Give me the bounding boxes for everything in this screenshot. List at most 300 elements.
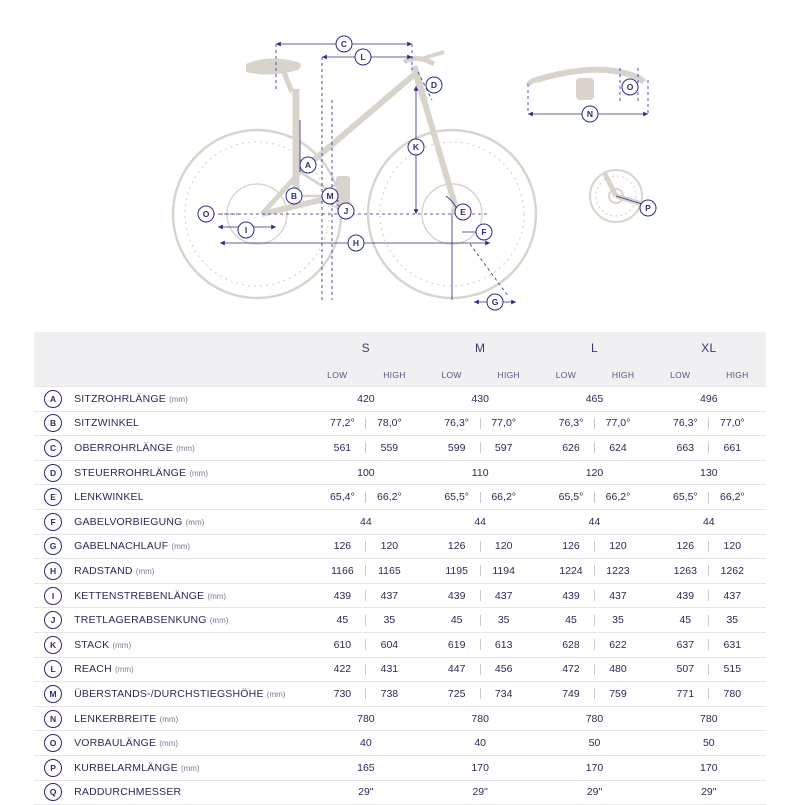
value-low: 472: [562, 663, 580, 676]
row-value-cell: [537, 460, 651, 485]
value-high: 1223: [606, 564, 630, 577]
subheader-xl-high: HIGH: [726, 370, 749, 380]
row-value-cell: [423, 731, 537, 756]
row-label-cell: [72, 632, 309, 657]
value-single: 29": [358, 786, 374, 799]
row-label-cell: [72, 387, 309, 412]
row-value-cell: [309, 657, 423, 682]
value-high: 1165: [378, 564, 401, 577]
row-value-cell: [537, 632, 651, 657]
row-value-cell: [309, 583, 423, 608]
value-single: 170: [585, 761, 604, 774]
value-low: 76,3°: [672, 417, 698, 430]
row-value-cell: [309, 534, 423, 559]
value-high: 66,2°: [377, 491, 402, 504]
row-value-cell: [652, 387, 766, 412]
value-single: 44: [360, 515, 372, 528]
row-value-cell: [537, 657, 651, 682]
value-single: 170: [471, 761, 489, 774]
row-value-cell: [423, 755, 537, 780]
value-low: 422: [333, 663, 352, 676]
row-label-unit: (mm): [189, 468, 208, 478]
row-value-cell: [652, 509, 766, 534]
row-label-unit: (mm): [209, 616, 229, 626]
table-row: [34, 460, 766, 485]
value-high: 77,0°: [605, 417, 631, 430]
value-high: 120: [380, 540, 399, 553]
value-low: 77,2°: [330, 417, 355, 430]
subheader-l: [537, 364, 651, 387]
row-value-cell: [537, 780, 651, 805]
header-blank-label: [72, 332, 309, 364]
value-high: 597: [494, 441, 513, 454]
row-value-cell: [309, 509, 423, 534]
value-single: 40: [360, 737, 372, 750]
value-low: 126: [333, 540, 352, 553]
row-label-cell: [72, 534, 309, 559]
value-low: 1263: [673, 564, 697, 577]
row-label: LENKERBREITE: [74, 712, 157, 725]
row-badge: Q: [44, 783, 62, 801]
row-value-cell: [537, 682, 651, 707]
row-label-unit: (mm): [135, 566, 155, 576]
row-badge: D: [44, 464, 62, 482]
header-size-xl: XL: [652, 332, 766, 364]
value-high: 734: [494, 687, 513, 700]
value-low: 610: [333, 638, 352, 651]
header-size-l: L: [537, 332, 651, 364]
value-high: 661: [723, 441, 742, 454]
subheader-s: [309, 364, 423, 387]
svg-text:H: H: [352, 238, 360, 248]
value-single: 29": [701, 786, 717, 799]
row-value-cell: [537, 731, 651, 756]
value-single: 130: [700, 466, 718, 479]
row-value-cell: [652, 534, 766, 559]
row-value-cell: [423, 706, 537, 731]
row-badge-cell: [34, 436, 72, 461]
svg-text:O: O: [626, 82, 634, 92]
row-value-cell: [309, 731, 423, 756]
row-badge-cell: [34, 583, 72, 608]
value-low: 628: [562, 638, 580, 651]
value-single: 780: [700, 712, 718, 725]
table-row: [34, 387, 766, 412]
table-row: [34, 485, 766, 510]
svg-text:E: E: [460, 207, 466, 217]
table-row: [34, 534, 766, 559]
row-badge-cell: [34, 608, 72, 633]
row-badge: F: [44, 513, 62, 531]
row-label-cell: [72, 731, 309, 756]
subheader-l-low: LOW: [555, 370, 577, 380]
value-single: 40: [474, 737, 487, 750]
row-label-unit: (mm): [207, 591, 227, 601]
value-low: 663: [676, 441, 695, 454]
row-value-cell: [423, 509, 537, 534]
row-badge-cell: [34, 411, 72, 436]
value-high: 1194: [492, 564, 515, 577]
value-high: 622: [609, 638, 627, 651]
value-high: 35: [497, 614, 510, 627]
value-high: 77,0°: [491, 417, 516, 430]
row-label: RADSTAND: [74, 564, 133, 577]
value-low: 1166: [331, 564, 354, 577]
row-badge-cell: [34, 682, 72, 707]
row-value-cell: [309, 387, 423, 412]
row-value-cell: [652, 657, 766, 682]
row-value-cell: [309, 411, 423, 436]
row-value-cell: [423, 411, 537, 436]
row-label: OBERROHRLÄNGE: [74, 441, 173, 454]
svg-text:J: J: [343, 206, 349, 216]
row-badge-cell: [34, 485, 72, 510]
row-label-unit: (mm): [169, 394, 188, 404]
value-low: 65,5°: [558, 491, 584, 504]
value-low: 619: [447, 638, 466, 651]
row-value-cell: [309, 559, 423, 584]
value-high: 613: [494, 638, 513, 651]
row-value-cell: [652, 583, 766, 608]
row-badge: B: [44, 414, 62, 432]
value-low: 439: [333, 589, 352, 602]
geometry-table: [34, 332, 766, 805]
row-label-unit: (mm): [266, 689, 286, 699]
row-label-cell: [72, 755, 309, 780]
value-low: 76,3°: [558, 417, 584, 430]
header-size-s: S: [309, 332, 423, 364]
value-high: 738: [380, 687, 399, 700]
row-value-cell: [652, 608, 766, 633]
row-value-cell: [423, 583, 537, 608]
subheader-xl: [652, 364, 766, 387]
value-low: 65,4°: [330, 491, 355, 504]
value-low: 126: [676, 540, 695, 553]
row-badge: L: [44, 660, 62, 678]
value-low: 76,3°: [444, 417, 469, 430]
row-value-cell: [537, 485, 651, 510]
value-high: 66,2°: [719, 491, 745, 504]
row-label: ÜBERSTANDS-/DURCHSTIEGSHÖHE: [74, 687, 264, 700]
row-value-cell: [309, 460, 423, 485]
svg-text:A: A: [304, 160, 312, 170]
row-value-cell: [309, 632, 423, 657]
row-label-unit: (mm): [159, 739, 179, 749]
value-low: 1195: [445, 564, 468, 577]
subheader-m-low: LOW: [441, 370, 462, 380]
value-low: 45: [450, 614, 463, 627]
value-low: 749: [562, 687, 580, 700]
value-high: 515: [723, 663, 742, 676]
row-badge-cell: [34, 632, 72, 657]
row-value-cell: [537, 534, 651, 559]
svg-text:G: G: [491, 297, 499, 307]
value-low: 1224: [559, 564, 583, 577]
row-value-cell: [537, 509, 651, 534]
row-value-cell: [423, 657, 537, 682]
row-badge: P: [44, 759, 62, 777]
row-label-cell: [72, 460, 309, 485]
diagram-callouts: [198, 36, 656, 310]
row-value-cell: [652, 485, 766, 510]
value-single: 420: [357, 392, 375, 405]
value-high: 437: [380, 589, 399, 602]
svg-text:L: L: [360, 52, 366, 62]
svg-text:D: D: [430, 80, 438, 90]
row-value-cell: [537, 387, 651, 412]
row-value-cell: [652, 731, 766, 756]
row-badge-cell: [34, 559, 72, 584]
row-badge-cell: [34, 509, 72, 534]
table-row: [34, 411, 766, 436]
row-value-cell: [537, 559, 651, 584]
value-high: 78,0°: [377, 417, 402, 430]
row-value-cell: [652, 411, 766, 436]
value-low: 65,5°: [672, 491, 698, 504]
row-label-cell: [72, 411, 309, 436]
row-label: KURBELARMLÄNGE: [74, 761, 178, 774]
row-label: SITZROHRLÄNGE: [74, 392, 166, 405]
subheader-l-high: HIGH: [611, 370, 635, 380]
value-high: 35: [383, 614, 396, 627]
value-single: 170: [700, 761, 718, 774]
row-label-cell: [72, 436, 309, 461]
subheader-blank-label: [72, 364, 309, 387]
row-label: REACH: [74, 663, 112, 676]
value-low: 599: [447, 441, 466, 454]
row-value-cell: [537, 755, 651, 780]
table-row: [34, 755, 766, 780]
row-value-cell: [423, 559, 537, 584]
value-single: 165: [357, 761, 375, 774]
bike-geometry-diagram: [0, 0, 800, 320]
value-high: 120: [494, 540, 513, 553]
row-label-cell: [72, 583, 309, 608]
row-badge: H: [44, 562, 62, 580]
table-body: [34, 387, 766, 805]
value-low: 771: [676, 687, 695, 700]
value-single: 44: [588, 515, 601, 528]
value-single: 50: [588, 737, 601, 750]
row-value-cell: [652, 460, 766, 485]
value-high: 120: [609, 540, 627, 553]
value-high: 480: [609, 663, 627, 676]
row-value-cell: [537, 436, 651, 461]
svg-text:I: I: [244, 225, 248, 235]
row-label: LENKWINKEL: [74, 491, 144, 504]
row-badge: K: [44, 636, 62, 654]
svg-text:F: F: [481, 227, 487, 237]
row-label-unit: (mm): [112, 640, 132, 650]
subheader-s-high: HIGH: [383, 370, 406, 380]
value-high: 120: [723, 540, 742, 553]
table-row: [34, 509, 766, 534]
value-high: 431: [380, 663, 399, 676]
row-value-cell: [652, 436, 766, 461]
value-high: 66,2°: [605, 491, 631, 504]
header-size-m: M: [423, 332, 537, 364]
bike-silhouette: [173, 52, 536, 298]
value-single: 465: [585, 392, 604, 405]
svg-text:C: C: [340, 39, 348, 49]
row-value-cell: [309, 706, 423, 731]
value-low: 439: [447, 589, 466, 602]
row-badge-cell: [34, 780, 72, 805]
row-label-unit: (mm): [180, 763, 200, 773]
row-value-cell: [537, 608, 651, 633]
row-value-cell: [537, 583, 651, 608]
table-row: [34, 583, 766, 608]
value-high: 66,2°: [491, 491, 516, 504]
row-badge: J: [44, 611, 62, 629]
row-value-cell: [309, 755, 423, 780]
row-label-unit: (mm): [114, 665, 134, 675]
value-low: 561: [333, 441, 352, 454]
value-low: 439: [562, 589, 580, 602]
row-badge: E: [44, 488, 62, 506]
value-high: 780: [723, 687, 742, 700]
svg-text:P: P: [645, 203, 651, 213]
value-single: 44: [702, 515, 715, 528]
header-blank-badge: [34, 332, 72, 364]
svg-text:N: N: [586, 109, 594, 119]
row-label: STEUERROHRLÄNGE: [74, 466, 187, 479]
subheader-blank-badge: [34, 364, 72, 387]
value-single: 120: [585, 466, 604, 479]
row-value-cell: [309, 485, 423, 510]
value-high: 437: [494, 589, 513, 602]
value-high: 437: [609, 589, 627, 602]
row-value-cell: [423, 608, 537, 633]
value-low: 507: [676, 663, 695, 676]
row-badge: G: [44, 537, 62, 555]
row-value-cell: [423, 387, 537, 412]
row-value-cell: [537, 706, 651, 731]
row-label-unit: (mm): [185, 517, 205, 527]
value-low: 725: [447, 687, 466, 700]
row-label-cell: [72, 780, 309, 805]
row-label-cell: [72, 682, 309, 707]
row-label-unit: (mm): [159, 714, 179, 724]
value-high: 604: [380, 638, 399, 651]
row-label-cell: [72, 608, 309, 633]
row-label: STACK: [74, 638, 110, 651]
value-single: 780: [585, 712, 604, 725]
value-single: 50: [702, 737, 715, 750]
row-badge-cell: [34, 657, 72, 682]
row-label: TRETLAGERABSENKUNG: [74, 614, 207, 627]
row-badge-cell: [34, 731, 72, 756]
row-value-cell: [423, 682, 537, 707]
table-row: [34, 731, 766, 756]
table-row: [34, 706, 766, 731]
table-row: [34, 657, 766, 682]
value-low: 439: [676, 589, 695, 602]
row-label-cell: [72, 657, 309, 682]
value-low: 45: [679, 614, 692, 627]
row-badge-cell: [34, 534, 72, 559]
row-label-cell: [72, 559, 309, 584]
value-single: 496: [700, 392, 718, 405]
value-high: 77,0°: [719, 417, 745, 430]
row-value-cell: [537, 411, 651, 436]
value-high: 437: [723, 589, 742, 602]
table-row: [34, 682, 766, 707]
row-label-cell: [72, 706, 309, 731]
table-row: [34, 436, 766, 461]
value-high: 624: [609, 441, 627, 454]
subheader-s-low: LOW: [327, 370, 348, 380]
value-single: 110: [471, 466, 489, 479]
row-value-cell: [423, 460, 537, 485]
row-value-cell: [423, 485, 537, 510]
row-value-cell: [423, 780, 537, 805]
subheader-m-high: HIGH: [497, 370, 520, 380]
row-badge-cell: [34, 706, 72, 731]
row-label-unit: (mm): [171, 542, 191, 552]
table-head: [34, 332, 766, 387]
row-label: GABELVORBIEGUNG: [74, 515, 183, 528]
row-value-cell: [423, 632, 537, 657]
subheader-m: [423, 364, 537, 387]
value-high: 559: [380, 441, 399, 454]
value-high: 1262: [720, 564, 744, 577]
row-value-cell: [652, 559, 766, 584]
row-value-cell: [652, 706, 766, 731]
value-low: 126: [447, 540, 466, 553]
row-value-cell: [423, 534, 537, 559]
row-label: VORBAULÄNGE: [74, 737, 157, 750]
row-value-cell: [309, 608, 423, 633]
row-badge: M: [44, 685, 62, 703]
table-row: [34, 559, 766, 584]
row-value-cell: [309, 780, 423, 805]
svg-text:B: B: [290, 191, 298, 201]
row-value-cell: [309, 682, 423, 707]
row-value-cell: [309, 436, 423, 461]
row-badge: O: [44, 734, 62, 752]
value-low: 447: [447, 663, 466, 676]
row-badge: I: [44, 587, 62, 605]
row-value-cell: [652, 632, 766, 657]
row-badge-cell: [34, 755, 72, 780]
row-label-cell: [72, 485, 309, 510]
row-label: GABELNACHLAUF: [74, 540, 169, 553]
table-row: [34, 608, 766, 633]
svg-text:K: K: [412, 142, 420, 152]
value-single: 780: [471, 712, 489, 725]
row-badge-cell: [34, 387, 72, 412]
value-low: 626: [562, 441, 580, 454]
value-single: 100: [357, 466, 375, 479]
value-single: 780: [357, 712, 375, 725]
value-high: 456: [494, 663, 513, 676]
row-label: KETTENSTREBENLÄNGE: [74, 589, 205, 602]
value-single: 44: [474, 515, 487, 528]
subheader-xl-low: LOW: [670, 370, 691, 380]
value-single: 430: [471, 392, 489, 405]
row-badge-cell: [34, 460, 72, 485]
row-value-cell: [423, 436, 537, 461]
row-label-cell: [72, 509, 309, 534]
value-low: 126: [562, 540, 580, 553]
row-value-cell: [652, 755, 766, 780]
row-label: SITZWINKEL: [74, 417, 140, 430]
value-high: 35: [612, 614, 624, 627]
value-low: 45: [336, 614, 349, 627]
value-high: 35: [726, 614, 739, 627]
value-single: 29": [472, 786, 488, 799]
